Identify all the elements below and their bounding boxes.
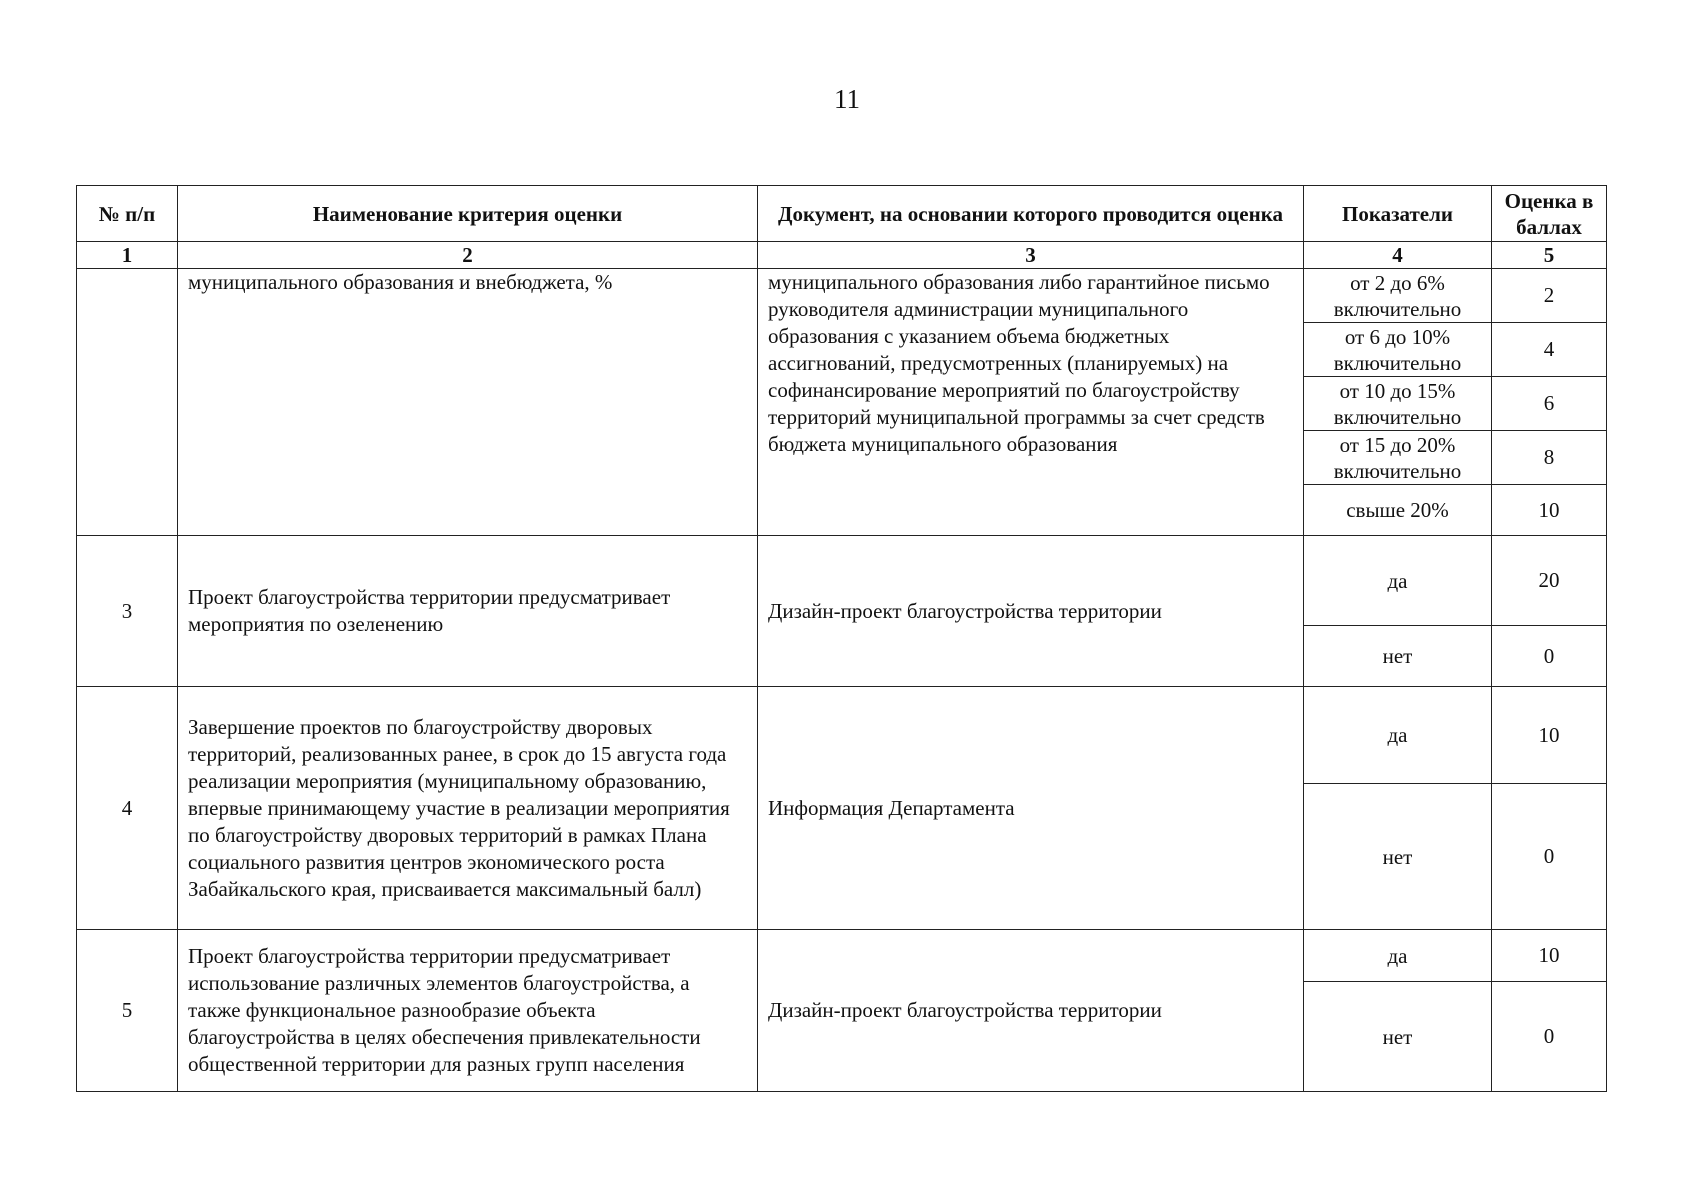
indicator-cell: от 6 до 10% включительно xyxy=(1304,323,1492,377)
column-numbers-row xyxy=(77,242,1607,269)
row-number: 4 xyxy=(77,687,178,930)
score-cell: 10 xyxy=(1492,485,1607,536)
header-name: Наименование критерия оценки xyxy=(178,186,758,242)
indicator-cell: от 10 до 15% включительно xyxy=(1304,377,1492,431)
indicator-cell: нет xyxy=(1304,982,1492,1092)
criterion-document: муниципального образования либо гарантийное письмо руководителя администрации муниципального образования с указанием объема бюджетных ассигнований, предусмотренных (планируемых) на софинансирование мероприятий по благоустройству территорий муниципальной программы за счет средств бюджета муниципального образования xyxy=(758,269,1304,536)
column-number: 3 xyxy=(758,242,1304,269)
indicator-cell: нет xyxy=(1304,784,1492,930)
indicator-cell: да xyxy=(1304,687,1492,784)
column-number: 4 xyxy=(1304,242,1492,269)
criterion-name: Проект благоустройства территории предусматривает мероприятия по озеленению xyxy=(178,536,758,687)
column-number: 2 xyxy=(178,242,758,269)
indicator-cell: от 2 до 6% включительно xyxy=(1304,269,1492,323)
score-cell: 2 xyxy=(1492,269,1607,323)
column-number: 1 xyxy=(77,242,178,269)
table-row xyxy=(77,536,1607,626)
header-indicators: Показатели xyxy=(1304,186,1492,242)
score-cell: 6 xyxy=(1492,377,1607,431)
score-cell: 20 xyxy=(1492,536,1607,626)
criterion-document: Информация Департамента xyxy=(758,687,1304,930)
table-row xyxy=(77,269,1607,323)
score-cell: 8 xyxy=(1492,431,1607,485)
table-row xyxy=(77,930,1607,982)
table-row xyxy=(77,687,1607,784)
score-cell: 0 xyxy=(1492,784,1607,930)
criterion-name: муниципального образования и внебюджета, % xyxy=(178,269,758,536)
row-number xyxy=(77,269,178,536)
criterion-document: Дизайн-проект благоустройства территории xyxy=(758,930,1304,1092)
row-number: 5 xyxy=(77,930,178,1092)
score-cell: 0 xyxy=(1492,626,1607,687)
indicator-cell: да xyxy=(1304,536,1492,626)
header-doc: Документ, на основании которого проводится оценка xyxy=(758,186,1304,242)
indicator-cell: от 15 до 20% включительно xyxy=(1304,431,1492,485)
criteria-table xyxy=(76,185,1607,1092)
criterion-name: Проект благоустройства территории предусматривает использование различных элементов благоустройства, а также функциональное разнообразие объекта благоустройства в целях обеспечения привлекательности общественной территории для разных групп населения xyxy=(178,930,758,1092)
score-cell: 10 xyxy=(1492,930,1607,982)
score-cell: 10 xyxy=(1492,687,1607,784)
criterion-name: Завершение проектов по благоустройству дворовых территорий, реализованных ранее, в срок до 15 августа года реализации мероприятия (муниципальному образованию, впервые принимающему участие в реализации мероприятия по благоустройству дворовых территорий в рамках Плана социального развития центров экономического роста Забайкальского края, присваивается максимальный балл) xyxy=(178,687,758,930)
header-num: № п/п xyxy=(77,186,178,242)
header-score: Оценка в баллах xyxy=(1492,186,1607,242)
indicator-cell: да xyxy=(1304,930,1492,982)
header-row xyxy=(77,186,1607,242)
criterion-document: Дизайн-проект благоустройства территории xyxy=(758,536,1304,687)
indicator-cell: нет xyxy=(1304,626,1492,687)
column-number: 5 xyxy=(1492,242,1607,269)
row-number: 3 xyxy=(77,536,178,687)
page-number: 11 xyxy=(834,84,860,114)
score-cell: 4 xyxy=(1492,323,1607,377)
indicator-cell: свыше 20% xyxy=(1304,485,1492,536)
score-cell: 0 xyxy=(1492,982,1607,1092)
